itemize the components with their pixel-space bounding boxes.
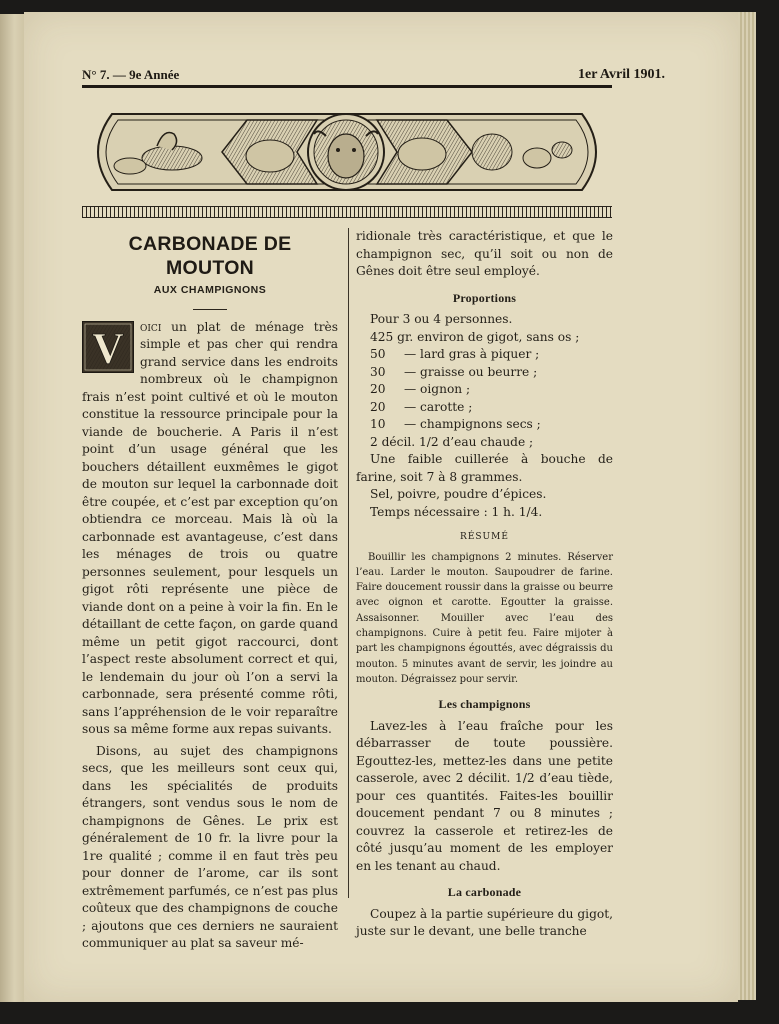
ingredient-qty: 30: [370, 364, 386, 379]
page-stack-edge: [738, 12, 756, 1000]
champignons-text: Lavez-les à l’eau fraîche pour les débarrasser de toute poussière. Egouttez-les, mettez-les dans une petite casserole, avec 2 décilit. 1/2 d’eau tiède, pour ces quantités. Faites-les bouillir doucement pendant 7 ou 8 minutes ; couvrez la casserole et retirez-les de côté jusqu’au moment de les employer en les tenant au chaud.: [356, 718, 613, 873]
carbonade-heading: La carbonade: [447, 885, 522, 900]
flour-line: Une faible cuillerée à bouche de farine, soit 7 à 8 grammes.: [356, 452, 613, 484]
intro-paragraph: [82, 319, 338, 739]
article-subtitle: AUX CHAMPIGNONS: [153, 284, 267, 296]
proportions-list: [370, 311, 613, 451]
column-divider: [348, 228, 349, 898]
resume-text: Bouillir les champignons 2 minutes. Réserver l’eau. Larder le mouton. Saupoudrer de farine. Faire doucement roussir dans la graisse ou beurre avec oignon et carotte. Egoutter la graisse. Assaisonner. Mouiller avec l’eau des champignons. Cuire à petit feu. Faire mijoter à part les champignons égouttés, avec dégraissis du mouton. 5 minutes avant de servir, les joindre au mouton. Dégraissez pour servir.: [356, 551, 613, 685]
carbonade-text: Coupez à la partie supérieure du gigot, juste sur le devant, une belle tranche: [356, 906, 613, 939]
left-column: [82, 232, 338, 953]
time-line: Temps nécessaire : 1 h. 1/4.: [370, 504, 543, 519]
intro-text: un plat de ménage très simple et pas cher qui rendra grand service dans les endroits nombreux où le champignon frais n’est point cultivé et où le mouton constitue la ressource principale pour la viande de boucherie. A Paris il n’est point d’un usage général que les bouchers détaillent euxmêmes le gigot de mouton sur lequel la carbonnade doit être coupée, et c’est par exception qu’on obtiendra ce morceau. Mais là où la carbonnade est avantageuse, c’est dans les ménages de trois ou quatre personnes seulement, pour lesquels un gigot rôti représente une pièce de viande dont on a peine à voir la fin. En le détaillant de cette façon, on garde quand même un petit gigot raccourci, dont l’aspect reste absolument correct et qui, le lendemain du jour où l’on a servi la carbonnade, sera présenté comme rôti, sans l’appréhension de le voir reparaître sous sa même forme aux repas suivants.: [82, 319, 338, 736]
left-page-edge: [0, 14, 25, 1002]
ingredient-row: [370, 381, 613, 399]
ingredient-text: — oignon ;: [404, 382, 471, 396]
ingredient-qty: 10: [370, 417, 386, 431]
ingredient-text: — carotte ;: [404, 399, 473, 414]
dropcap-letter: V: [92, 323, 124, 373]
ornamental-rule: [82, 206, 612, 218]
dropcap-v-icon: [82, 321, 134, 373]
right-column: [356, 228, 613, 941]
article-title: CARBONADE DE MOUTON: [128, 233, 292, 279]
water-line: 2 décil. 1/2 d’eau chaude ;: [370, 434, 534, 449]
issue-date: 1er Avril 1901.: [578, 67, 665, 82]
second-paragraph: Disons, au sujet des champignons secs, que les meilleurs sont ceux qui, dans les spécialités de produits étrangers, sont vendus sous le nom de champignons de Gênes. Le prix est généralement de 10 fr. la livre pour la 1re qualité ; comme il en faut très peu pour donner de l’arome, car ils sont extrêmement parfumés, ce n’est pas plus coûteux que des champignons de couche ; ajoutons que ces derniers ne sauraient communiquer au plat sa saveur mé-: [82, 743, 338, 950]
issue-number: N° 7. — 9e Année: [82, 67, 180, 82]
title-rule: [193, 309, 227, 310]
intro-first-word: oici: [140, 319, 162, 334]
farm-animals-engraving-icon: [82, 106, 612, 198]
resume-heading: RÉSUMÉ: [460, 532, 509, 542]
ingredient-qty: 20: [370, 399, 386, 414]
ingredient-row: [370, 399, 613, 417]
spices-line: Sel, poivre, poudre d’épices.: [370, 487, 547, 501]
champignons-heading: Les champignons: [438, 697, 531, 712]
proportions-heading: Proportions: [452, 290, 517, 305]
ingredient-row: [370, 364, 613, 382]
ingredient-text: — graisse ou beurre ;: [404, 364, 538, 379]
ingredient-text: — lard gras à piquer ;: [404, 347, 540, 361]
ingredient-qty: 20: [370, 382, 386, 396]
continued-paragraph: ridionale très caractéristique, et que le champignon sec, qu’il soit ou non de Gênes doit être seul employé.: [356, 229, 613, 278]
proportions-intro: Pour 3 ou 4 personnes.: [370, 312, 513, 326]
ingredient-row: [370, 416, 613, 434]
header-rule: [82, 85, 612, 88]
proportions-meat: 425 gr. environ de gigot, sans os ;: [370, 329, 580, 344]
ingredient-row: [370, 346, 613, 364]
ingredient-qty: 50: [370, 347, 386, 361]
ingredient-text: — champignons secs ;: [404, 417, 541, 431]
